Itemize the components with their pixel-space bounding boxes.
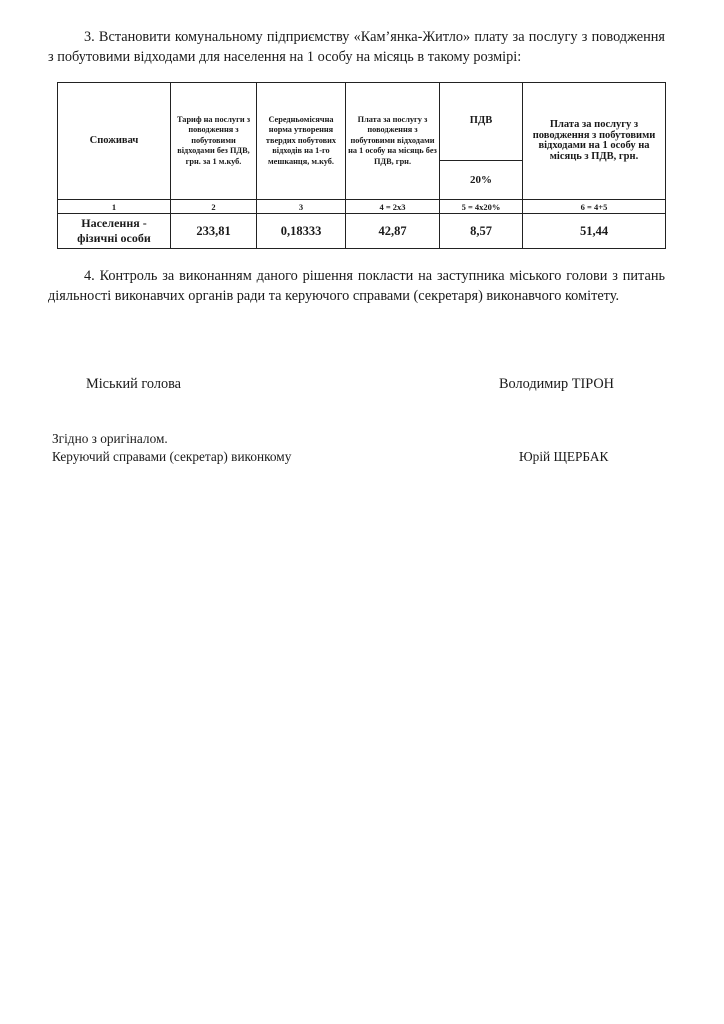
column-number: 6 = 4+5 (523, 200, 666, 214)
header-fee-with-vat: Плата за послугу з поводження з побутовими відходами на 1 особу на місяць з ПДВ, грн. (523, 83, 666, 200)
secretary-name: Юрій ЩЕРБАК (519, 449, 609, 464)
mayor-name: Володимир ТІРОН (499, 376, 614, 392)
cell-fee-no-vat: 42,87 (346, 214, 440, 249)
cell-tariff: 233,81 (171, 214, 257, 249)
header-tariff: Тариф на послуги з поводження з побутовими відходами без ПДВ, грн. за 1 м.куб. (171, 83, 257, 200)
header-vat-rate: 20% (440, 161, 523, 200)
cell-norm: 0,18333 (257, 214, 346, 249)
copy-note: Згідно з оригіналом. (52, 431, 168, 446)
header-fee-no-vat: Плата за послугу з поводження з побутовими відходами на 1 особу на місяць без ПДВ, грн. (346, 83, 440, 200)
cell-fee-with-vat: 51,44 (523, 214, 666, 249)
paragraph-3: 3. Встановити комунальному підприємству «Кам’янка-Житло» плату за послугу з поводження з побутовими відходами для населення на 1 особу на місяць в такому розмірі: (48, 29, 665, 65)
tariff-table (57, 82, 666, 249)
header-vat: ПДВ (440, 83, 523, 161)
column-number: 4 = 2х3 (346, 200, 440, 214)
column-number: 5 = 4х20% (440, 200, 523, 214)
paragraph-4: 4. Контроль за виконанням даного рішення покласти на заступника міського голови з питань діяльності виконавчих органів ради та керуючого справами (секретаря) виконавчого комітету. (48, 268, 665, 304)
header-norm: Середньомісячна норма утворення твердих побутових відходів на 1-го мешканця, м.куб. (257, 83, 346, 200)
cell-consumer: Населення - фізичні особи (58, 214, 171, 249)
mayor-title: Міський голова (86, 376, 182, 392)
secretary-title: Керуючий справами (секретар) виконкому (52, 449, 292, 464)
column-number: 1 (58, 200, 171, 214)
cell-vat: 8,57 (440, 214, 523, 249)
column-number: 2 (171, 200, 257, 214)
table-row (58, 214, 666, 249)
column-number: 3 (257, 200, 346, 214)
header-consumer: Споживач (58, 83, 171, 200)
